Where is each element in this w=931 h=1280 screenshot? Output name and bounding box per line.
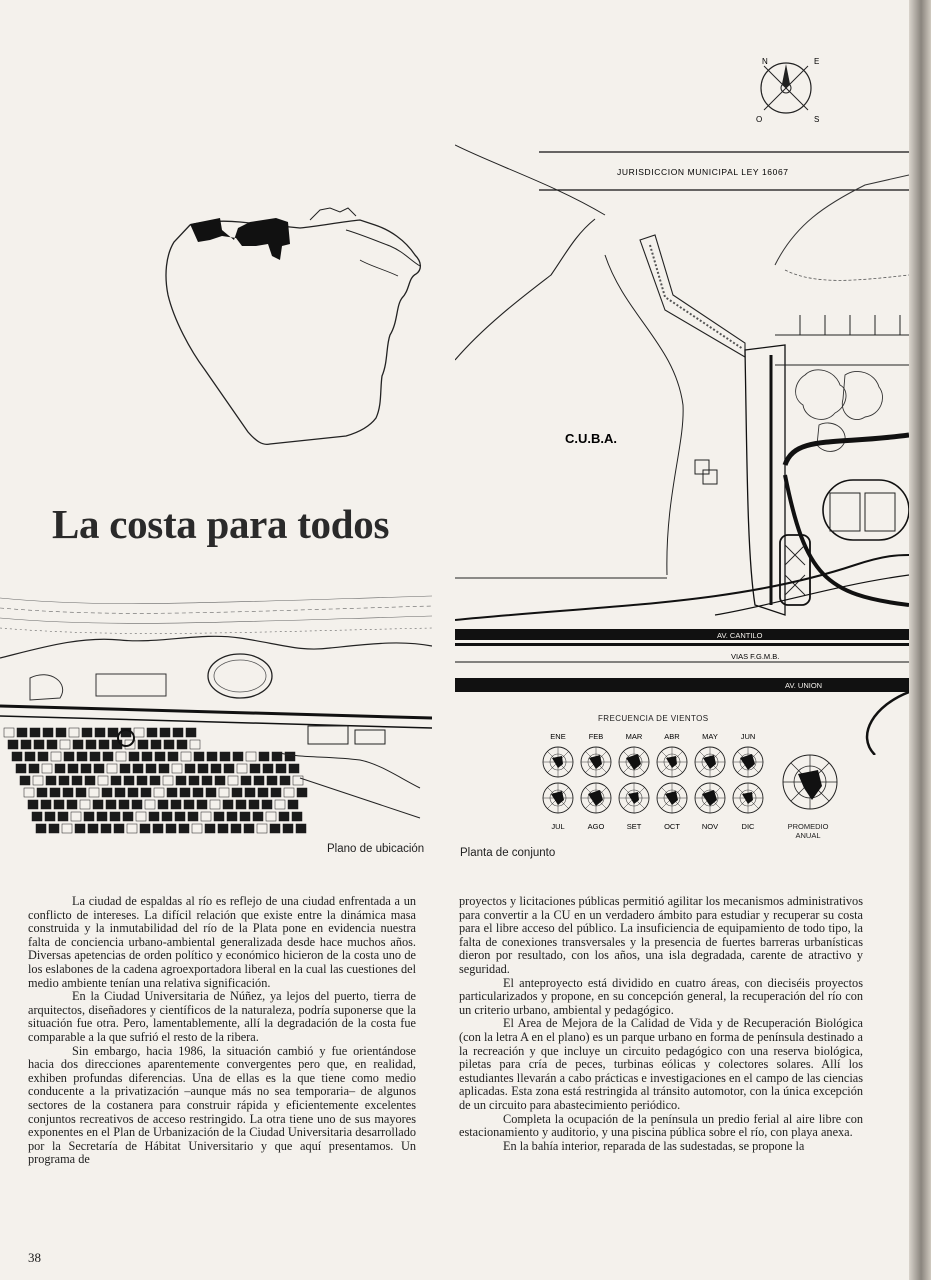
wind-month-label: JUN bbox=[740, 732, 756, 741]
compass-letter-o: O bbox=[756, 115, 763, 124]
wind-rose-abr bbox=[657, 732, 687, 777]
wind-month-label: NOV bbox=[701, 822, 719, 831]
wind-rose-ene bbox=[543, 732, 573, 777]
wind-average-label bbox=[778, 822, 838, 840]
compass-letter-s: S bbox=[814, 115, 820, 124]
page-number: 38 bbox=[28, 1250, 41, 1265]
wind-month-label: DIC bbox=[741, 822, 755, 831]
wind-average-rose bbox=[778, 748, 842, 820]
page-edge bbox=[909, 0, 931, 1280]
body-column-2 bbox=[459, 895, 863, 1153]
caption-location-plan: Plano de ubicación bbox=[327, 843, 425, 855]
wind-month-label: ENE bbox=[550, 732, 566, 741]
col1-paragraph-1: La ciudad de espaldas al río es reflejo de una ciudad enfrentada a un conflicto de intereses. La difícil relación que existe entre la dinámica masa construida y la inmutabilidad del río de la Plata pone en evidencia nuestra falta de conciencia urbano-ambiental generalizada desde hace muchos años. Diversas apetencias de orden político y económico hicieron de la costa uno de los eslabones de la cadena agroexportadora liberal en la cual las cuestiones del medio ambiente tenían una relativa significación. bbox=[28, 894, 416, 990]
wind-frequency-title: FRECUENCIA DE VIENTOS bbox=[598, 714, 709, 723]
wind-rose-jun bbox=[733, 732, 763, 777]
wind-month-label: AGO bbox=[587, 822, 605, 831]
label-av-union: AV. UNION bbox=[785, 681, 823, 690]
wind-rose-set bbox=[619, 783, 649, 831]
aerial-location-plan bbox=[0, 588, 432, 840]
col2-paragraph-3: El Area de Mejora de la Calidad de Vida y de Recuperación Biológica (con la letra A en el plano) es un parque urbano en forma de península destinado a la recreación y que incluye un circuito pedagógico con una reserva biológica, piletas para cría de peces, turbinas eólicas y colectores solares. Allí los estudiantes llevarán a cabo prácticas e investigaciones en el campo de las ciencias aplicadas. Esta zona está restringida al tránsito automotor, con la única excepción de un circuito para abastecimiento periódico. bbox=[459, 1016, 863, 1112]
wind-month-label: JUL bbox=[551, 822, 565, 831]
col2-paragraph-1: proyectos y licitaciones públicas permitió agilitar los mecanismos administrativos para convertir a la CU en un verdadero ámbito para estudiar y recuperar su costa para el libre acceso del público. La insuficiencia de equipamiento de todo tipo, la falta de conexiones transversales y la presencia de fuertes barreras urbanísticas dieron por resultado, con los años, una isla degradada, carente de atractivo y seguridad. bbox=[459, 894, 863, 976]
wind-average-line2: ANUAL bbox=[795, 831, 821, 840]
article-title: La costa para todos bbox=[52, 501, 390, 547]
wind-average-line1: PROMEDIO bbox=[787, 822, 829, 831]
col1-paragraph-3: Sin embargo, hacia 1986, la situación cambió y fue orientándose hacia dos direcciones aparentemente convergentes pero que, en realidad, exhiben profundas diferencias. Una de ellas es la que tiene como medio conducente a la privatización –aunque más no sea temporaria– de algunos sectores de la costanera para construir rápida y eficientemente excelentes conjuntos recreativos de acceso restringido. La otra tiene uno de sus mayores exponentes en el Plan de Urbanización de la Ciudad Universitaria desarrollado por la Secretaría de Hábitat Universitario y que aquí presentamos. Un programa de bbox=[28, 1043, 416, 1167]
wind-rose-may bbox=[695, 732, 725, 777]
body-column-1 bbox=[28, 895, 416, 1167]
label-vias: VIAS F.G.M.B. bbox=[731, 652, 780, 661]
col2-paragraph-2: El anteproyecto está dividido en cuatro áreas, con dieciséis proyectos particularizados y propone, en su concepción general, la recuperación del río con un criterio urbano, ambiental y pedagógico. bbox=[459, 975, 863, 1017]
wind-month-label: FEB bbox=[588, 732, 604, 741]
compass-letter-n: N bbox=[762, 57, 768, 66]
wind-month-label: MAR bbox=[625, 732, 643, 741]
wind-month-label: SET bbox=[626, 822, 642, 831]
label-cuba: C.U.B.A. bbox=[565, 431, 617, 446]
wind-rose-dic bbox=[733, 783, 763, 831]
col1-paragraph-2: En la Ciudad Universitaria de Núñez, ya lejos del puerto, tierra de arquitectos, diseñadores y científicos de la naturaleza, podría suponerse que la situación fue otra. Pero, lamentablemente, allí la degradación de la costa fue comparable a la que sufrió el resto de la ribera. bbox=[28, 989, 416, 1044]
wind-rose-nov bbox=[695, 783, 725, 831]
wind-month-label: OCT bbox=[664, 822, 680, 831]
compass-rose bbox=[748, 50, 826, 128]
wind-rose-feb bbox=[581, 732, 611, 777]
location-outline-map bbox=[160, 200, 440, 460]
wind-rose-mar bbox=[619, 732, 649, 777]
col2-paragraph-4: Completa la ocupación de la península un predio ferial al aire libre con estacionamiento y auditorio, y una piscina pública sobre el río, con playa anexa. bbox=[459, 1111, 863, 1140]
wind-rose-ago bbox=[581, 783, 611, 831]
wind-rose-oct bbox=[657, 783, 687, 831]
wind-month-label: ABR bbox=[664, 732, 680, 741]
label-av-cantilo: AV. CANTILO bbox=[717, 631, 763, 640]
label-jurisdiccion: JURISDICCION MUNICIPAL LEY 16067 bbox=[617, 167, 789, 177]
compass-letter-e: E bbox=[814, 57, 820, 66]
caption-site-plan: Planta de conjunto bbox=[460, 847, 556, 859]
wind-rose-jul bbox=[543, 783, 573, 831]
col2-paragraph-5: En la bahía interior, reparada de las sudestadas, se propone la bbox=[503, 1138, 805, 1153]
site-plan bbox=[455, 135, 909, 755]
wind-month-label: MAY bbox=[702, 732, 718, 741]
